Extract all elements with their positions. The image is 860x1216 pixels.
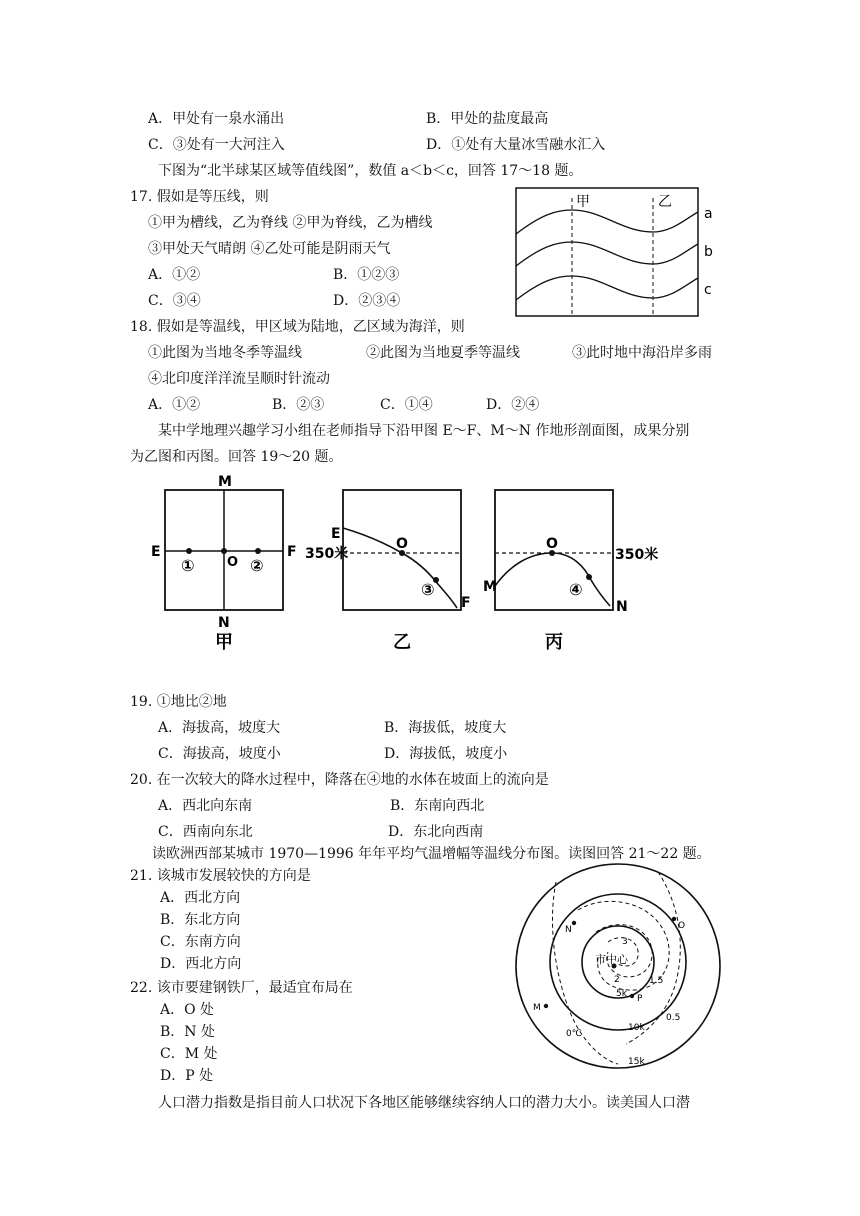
- bing-profile-curve: [495, 553, 610, 606]
- label-a: a: [704, 206, 713, 222]
- q18-statement-1: ①此图为当地冬季等温线: [148, 345, 302, 361]
- jia-caption: 甲: [215, 632, 233, 653]
- jia-label-2: ②: [250, 556, 264, 575]
- isotherm-0c: [552, 882, 618, 1064]
- label-jia: 甲: [576, 194, 590, 210]
- isoline-b: [516, 242, 698, 266]
- figure-bing: [483, 490, 658, 653]
- jia-label-o: O: [227, 555, 239, 570]
- jia-label-1: ①: [181, 556, 195, 575]
- iso-label-0c: 0℃: [566, 1029, 582, 1039]
- q19-option-b: B．海拔低，坡度大: [384, 720, 507, 736]
- point-o: [672, 917, 676, 921]
- q22-stem: 22. 该市要建钢铁厂，最适宜布局在: [130, 980, 353, 996]
- bing-label-n: N: [616, 599, 628, 615]
- bing-label-350m: 350米: [615, 547, 659, 563]
- q21-option-b: B．东北方向: [160, 912, 241, 928]
- bing-label-4: ④: [569, 580, 583, 599]
- q17-option-a: A．①②: [148, 267, 201, 283]
- bing-point-4: [586, 574, 592, 580]
- isoline-c: [516, 276, 698, 300]
- q22-option-a: A．O 处: [160, 1002, 215, 1018]
- jia-label-e: E: [151, 544, 161, 560]
- q20-option-d: D．东北向西南: [388, 824, 484, 840]
- q21-stem: 21. 该城市发展较快的方向是: [130, 868, 311, 884]
- q22-option-b: B．N 处: [160, 1024, 215, 1040]
- iso-label-1-5: 1.5: [649, 976, 664, 986]
- label-yi: 乙: [658, 194, 672, 210]
- q18-option-b: B．②③: [272, 397, 325, 413]
- q17-line2: ③甲处天气晴朗 ④乙处可能是阴雨天气: [148, 241, 391, 257]
- q18-option-d: D．②④: [486, 397, 540, 413]
- point-p: [630, 994, 634, 998]
- jia-label-n: N: [218, 615, 230, 631]
- label-o: O: [678, 921, 686, 931]
- last-line: 人口潜力指数是指目前人口状况下各地区能够继续容纳人口的潜力大小。读美国人口潜: [158, 1095, 690, 1111]
- isoline-a: [516, 210, 698, 234]
- q17-option-b: B．①②③: [333, 267, 400, 283]
- q17-option-d: D．②③④: [333, 293, 401, 309]
- q22-option-c: C．M 处: [160, 1046, 218, 1062]
- q17-line1: ①甲为槽线，乙为脊线 ②甲为脊线，乙为槽线: [148, 215, 433, 231]
- jia-point-1: [186, 548, 192, 554]
- ring-label-15k: 15k: [628, 1057, 645, 1067]
- isoline-figure: [512, 184, 732, 320]
- yi-label-o: O: [396, 536, 408, 552]
- label-p: P: [637, 994, 643, 1004]
- q20-stem: 20. 在一次较大的降水过程中，降落在④地的水体在坡面上的流向是: [130, 772, 549, 788]
- q16-option-d: D．①处有大量冰雪融水汇入: [426, 137, 606, 153]
- city-center-label: 市中心: [595, 953, 628, 966]
- yi-label-f: F: [461, 595, 471, 611]
- q18-option-c: C．①④: [380, 397, 433, 413]
- iso-label-2: 2: [614, 975, 620, 985]
- yi-label-3: ③: [421, 580, 435, 599]
- q18-option-a: A．①②: [148, 397, 201, 413]
- point-n: [572, 921, 576, 925]
- label-c: c: [704, 282, 712, 298]
- q17-option-c: C．③④: [148, 293, 201, 309]
- q16-option-c: C．③处有一大河注入: [148, 137, 285, 153]
- q18-statement-3: ③此时地中海沿岸多雨: [572, 345, 712, 361]
- q20-option-c: C．西南向东北: [158, 824, 253, 840]
- jia-label-f: F: [287, 544, 297, 560]
- q21-option-d: D．西北方向: [160, 956, 242, 972]
- q19-option-c: C．海拔高，坡度小: [158, 746, 281, 762]
- yi-label-350m: 350米: [305, 546, 349, 562]
- intro-17-18: 下图为“北半球某区域等值线图”，数值 a＜b＜c，回答 17～18 题。: [158, 163, 583, 179]
- intro-19-20-line2: 为乙图和丙图。回答 19～20 题。: [130, 449, 343, 465]
- intro-21-22: 读欧洲西部某城市 1970—1996 年年平均气温增幅等温线分布图。读图回答 21～22 题。: [152, 846, 711, 862]
- ring-label-5k: 5k: [616, 989, 627, 999]
- jia-point-o: [221, 548, 227, 554]
- city-isotherm-figure: [508, 862, 724, 1072]
- figure-yi: [305, 490, 471, 653]
- q20-option-a: A．西北向东南: [158, 798, 253, 814]
- q21-option-a: A．西北方向: [160, 890, 241, 906]
- isotherm-2: [596, 925, 652, 977]
- q20-option-b: B．东南向西北: [390, 798, 485, 814]
- bing-label-o: O: [546, 536, 558, 552]
- bing-label-m: M: [483, 579, 497, 595]
- q22-option-d: D．P 处: [160, 1068, 214, 1084]
- q18-statement-2: ②此图为当地夏季等温线: [366, 345, 520, 361]
- q17-stem: 17. 假如是等压线，则: [130, 189, 269, 205]
- figure-jia: [151, 474, 297, 653]
- jia-label-m: M: [218, 474, 232, 490]
- q16-option-a: A．甲处有一泉水涌出: [148, 111, 285, 127]
- intro-19-20-line1: 某中学地理兴趣学习小组在老师指导下沿甲图 E～F、M～N 作地形剖面图，成果分别: [158, 423, 690, 439]
- yi-label-e: E: [331, 526, 341, 542]
- label-n: N: [565, 925, 572, 935]
- label-m: M: [533, 1003, 541, 1013]
- point-m: [544, 1004, 548, 1008]
- bing-caption: 丙: [545, 632, 563, 653]
- q18-statement-4: ④北印度洋洋流呈顺时针流动: [148, 371, 330, 387]
- profile-figures: [145, 470, 665, 655]
- label-b: b: [704, 244, 713, 260]
- q19-stem: 19. ①地比②地: [130, 694, 227, 710]
- q19-option-a: A．海拔高，坡度大: [158, 720, 281, 736]
- iso-label-3: 3: [622, 937, 628, 947]
- q21-option-c: C．东南方向: [160, 934, 241, 950]
- q19-option-d: D．海拔低，坡度小: [384, 746, 508, 762]
- q16-option-b: B．甲处的盐度最高: [426, 111, 549, 127]
- iso-label-0-5: 0.5: [666, 1013, 681, 1023]
- yi-caption: 乙: [393, 632, 411, 653]
- q18-stem: 18. 假如是等温线，甲区域为陆地，乙区域为海洋，则: [130, 319, 465, 335]
- jia-point-2: [255, 548, 261, 554]
- ring-label-10k: 10k: [628, 1023, 645, 1033]
